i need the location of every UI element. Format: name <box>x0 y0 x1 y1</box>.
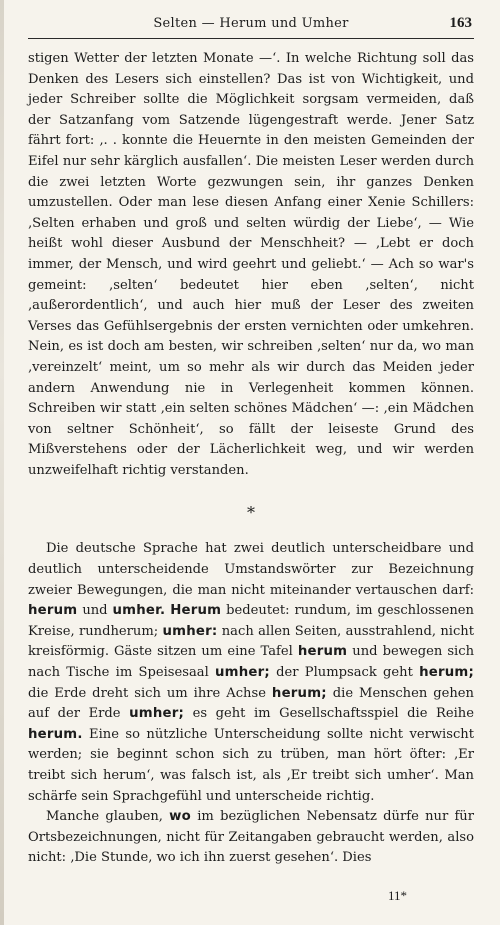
bold-term: Herum <box>170 603 222 619</box>
printer-signature: 11* <box>388 888 408 903</box>
bold-term: umher; <box>129 706 185 722</box>
text-run: die Menschen gehen auf der Erde <box>28 685 474 722</box>
bold-term: umher. <box>112 603 166 619</box>
text-run: stigen Wetter der letzten Monate —‘. In welche Richtung soll das Denken des Lesers sich einstellen? Das ist von Wichtigkeit, und jeder Schreiber sollte die Möglichkeit sorgsam vermeiden, daß der Satzanfang vom Satzende lügengestraft werde. Jener Satz fährt fort: ‚. . konnte die Heuernte in den meisten Gemeinden der Eifel nur sehr kärglich ausfallen‘. Die meisten Leser werden durch die zwei letzten Worte gezwungen sein, ihr ganzes Denken umzustellen. Oder man lese diesen Anfang einer Xenie Schillers: ‚Selten erhaben und groß und selten würdig der Liebe‘, — Wie heißt wohl dieser Ausbund der Menschheit? — ‚Lebt er doch immer, der Mensch, und wird geehrt und geliebt.‘ — Ach so war's gemeint: ‚selten‘ bedeutet hier eben ‚selten‘, nicht ‚außerordentlich‘, und auch hier muß der Leser des zweiten Verses das Gefühlsergebnis der ersten vernichten oder umkehren. Nein, es ist doch am besten, wir schreiben ‚selten‘ nur da, wo man ‚vereinzelt‘ meint, um so mehr als wir durch das Meiden jeder andern Anwendung nie in Verlegenheit kommen können. Schreiben wir statt ‚ein selten schönes Mädchen‘ —: ‚ein Mädchen von seltner Schönheit‘, so fällt der leiseste Grund des Mißverstehens oder der Lächerlichkeit weg, und wir werden unzweifelhaft richtig verstanden. <box>28 51 474 478</box>
text-run: Eine so nützliche Unterscheidung sollte nicht verwischt werden; sie beginnt schon sich zu trüben, man hört öfter: ‚Er treibt sich herum‘, was falsch ist, als ‚Er treibt sich umher‘. Man schärfe sein Sprachgefühl und unterscheide richtig. <box>28 726 474 804</box>
paragraph-3 <box>28 807 474 869</box>
text-run: der Plumpsack geht <box>269 665 420 681</box>
text-run: im bezüglichen Nebensatz dürfe nur für Ortsbezeichnungen, nicht für Zeitangaben gebraucht werden, also nicht: ‚Die Stunde, wo ich ihn zuerst gesehen‘. Dies <box>28 809 474 866</box>
text-run: nach allen Seiten, ausstrahlend, nicht kreisförmig. Gäste sitzen um eine Tafel <box>28 623 475 660</box>
text-run: und <box>77 603 113 619</box>
text-run: und bewegen sich nach Tische im Speisesaal <box>28 644 475 681</box>
text-run: Die deutsche Sprache hat zwei deutlich unterscheidbare und deutlich unterscheidende Umstandswörter zur Bezeichnung zweier Bewegungen, die man nicht miteinander vertauschen darf: <box>28 541 474 598</box>
text-run: bedeutet: rundum, im geschlossenen Kreise, rundherum; <box>28 603 474 639</box>
bold-term: wo <box>169 809 191 825</box>
bold-term: herum <box>28 603 78 619</box>
bold-term: herum <box>297 644 348 660</box>
text-run: Manche glauben, <box>46 809 170 825</box>
bold-term: herum. <box>28 726 83 742</box>
bold-term: umher: <box>162 623 218 639</box>
paragraph-2 <box>28 539 474 807</box>
running-title: Selten — Herum und Umher <box>153 16 349 31</box>
section-separator: * <box>247 503 255 523</box>
bold-term: umher; <box>215 665 270 681</box>
bold-term: herum; <box>271 685 327 701</box>
text-run: die Erde dreht sich um ihre Achse <box>28 685 272 701</box>
bold-term: herum; <box>419 665 474 681</box>
page-number: 163 <box>449 15 472 31</box>
page-header <box>28 14 474 39</box>
text-run: es geht im Gesellschaftsspiel die Reihe <box>184 706 474 722</box>
page-edge <box>0 0 4 925</box>
paragraph-1 <box>28 49 474 481</box>
